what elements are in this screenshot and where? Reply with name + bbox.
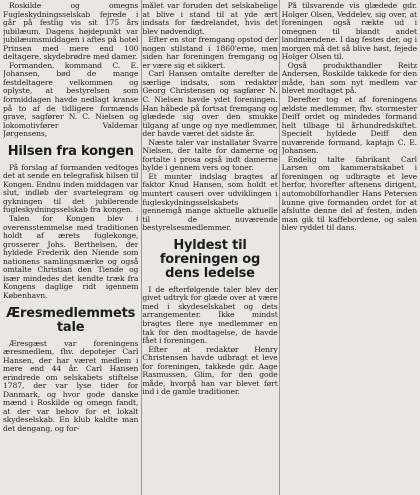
section-heading: Æresmedlemmets tale: [6, 305, 136, 335]
article-paragraph: Roskilde og omegns Fugleskydningsselskab fejrede i går på festlig vis sit 175 års jubilæum. Dagens højdepunkt var jubilæumsmiddagen i aftes på hotel Prinsen med mere end 100 deltagere, skydebrødre med damer.: [3, 2, 139, 62]
column-1: [3, 2, 138, 495]
column-rule-2: [279, 0, 280, 495]
article-paragraph: målet var foruden det selskabelige at blive i stand til at yde ært indsats for fædrelandet, hvis det blev nødvendigt.: [142, 2, 278, 36]
article-paragraph: Talen for Kongen blev i overensstemmelse med traditionen holdt af ærets fuglekonge, grosserer Johs. Berthelsen, der hyldede Frederik den Niende som nationens samlingsmærke og også omtalte Christian den Tiende og især mindedes det kendte træk fra Kongens daglige ridt igennem København.: [3, 214, 139, 300]
article-paragraph: Efter en stor fremgang opstod der nogen stilstand i 1860'erne, men siden har foreningen fremgang og er være sig et sikkert.: [142, 35, 278, 70]
article-paragraph: Derefter tog et af foreningens ældste medlemmer, fhv. stormester Deiff ordet og mindedes formand helt tilbage til århundredskiftet. Specielt hyldede Deiff den nuværende formand, kaptajn C. E. Johansen.: [281, 95, 417, 156]
article-paragraph: I de efterfølgende taler blev der givet udtryk for glæde over at være med i skydeselskabet og dets arrangementer. Ikke mindst bragtes flere nye medlemmer en tak for den modtagelse, de havde fået i foreningen.: [142, 284, 278, 346]
article-paragraph: Også produkthandler Reitz Andersen, Roskilde takkede for den måde, han som nyt medlem var blevet modtaget på.: [281, 60, 417, 96]
article-paragraph: Æresgæst var foreningens æresmedlem, fhv. depotejer Carl Hansen, der har været medlem i mere end 44 år. Carl Hansen erindrede om selskabets stiftelse 1787, der var lyse tider for Danmark, og hvor gode danske mænd i Roskilde og omegn fandt, at der var behov for et lokalt skydeselskab. En klub kaldte man det dengang, og for-: [3, 338, 139, 433]
article-paragraph: Carl Hansen omtalte derefter de særlige indsats, som redaktør Georg Christensen og sagfører N. C. Nielsen havde ydet foreningen. Han håbede på fortsat fremgang og glædede sig over den smukke tilgang af unge og nye medlemmer, der havde været det sidste år.: [142, 69, 278, 139]
column-3: [282, 2, 417, 495]
column-2: [142, 2, 277, 495]
column-rule-1: [141, 0, 142, 495]
section-heading: Hilsen fra kongen: [7, 143, 134, 159]
article-paragraph: Efter at redaktør Henry Christensen havde udbragt et leve for foreningen, takkede gdr. Aage Rasmussen, Glim, for den gode måde, hvorpå han var blevet ført ind i de gamle traditioner.: [142, 344, 278, 397]
article-paragraph: Et munter indslag bragtes af faktor Knud Hansen, som holdt et muntert causeri over udviklingen i fugleskydningsselskabets gennemgå mange aktuelle aktuelle til de nuværende bestyrelsesmedlemmer.: [142, 171, 278, 233]
article-paragraph: Endelig talte fabrikant Carl Larsen om kammeratskabet i foreningen og udbragte et leve herfor, hvorefter aftenens dirigent, automobilforhandler Hans Petersen kunne give formanden ordet for at afslutte denne del af festen, inden man gik til kaffebordene, og salen blev ryddet til dans.: [281, 154, 417, 233]
article-paragraph: Næste taler var installatør Svarre Nielsen, der talte for damerne og fortalte i prosa også indt damerne hylde i gennem vers og toner.: [142, 137, 278, 173]
article-paragraph: På tilsvarende vis glædede gdr. Holger Olsen, Veddelev, sig over, at foreningen også rækte ud i omegnen til blandt andet landmændene. I dag festes der, og i morgen må det så blive høst, fejede Holger Olsen til.: [281, 2, 417, 62]
article-paragraph: På forslag af formanden vedtoges det at sende en telegrafisk hilsen til Kongen. Endnu inden middagen var slut, indløb der svartelegram og gykningen til det jubilerende fugleskydningsselskab fra kongen.: [3, 162, 139, 215]
section-heading: Hyldest til foreningen og dens ledelse: [159, 237, 261, 281]
article-paragraph: Formanden, kommand C. E. Johansen, bød de mange festdeltagere velkommen og oplyste, at bestyrelsen som formiddagen havde nedlagt kranse på to af de tidligere formænds grave, sagfører N. C. Nielsen og lokomotivfører Valdemar Jørgensens,: [3, 60, 139, 139]
